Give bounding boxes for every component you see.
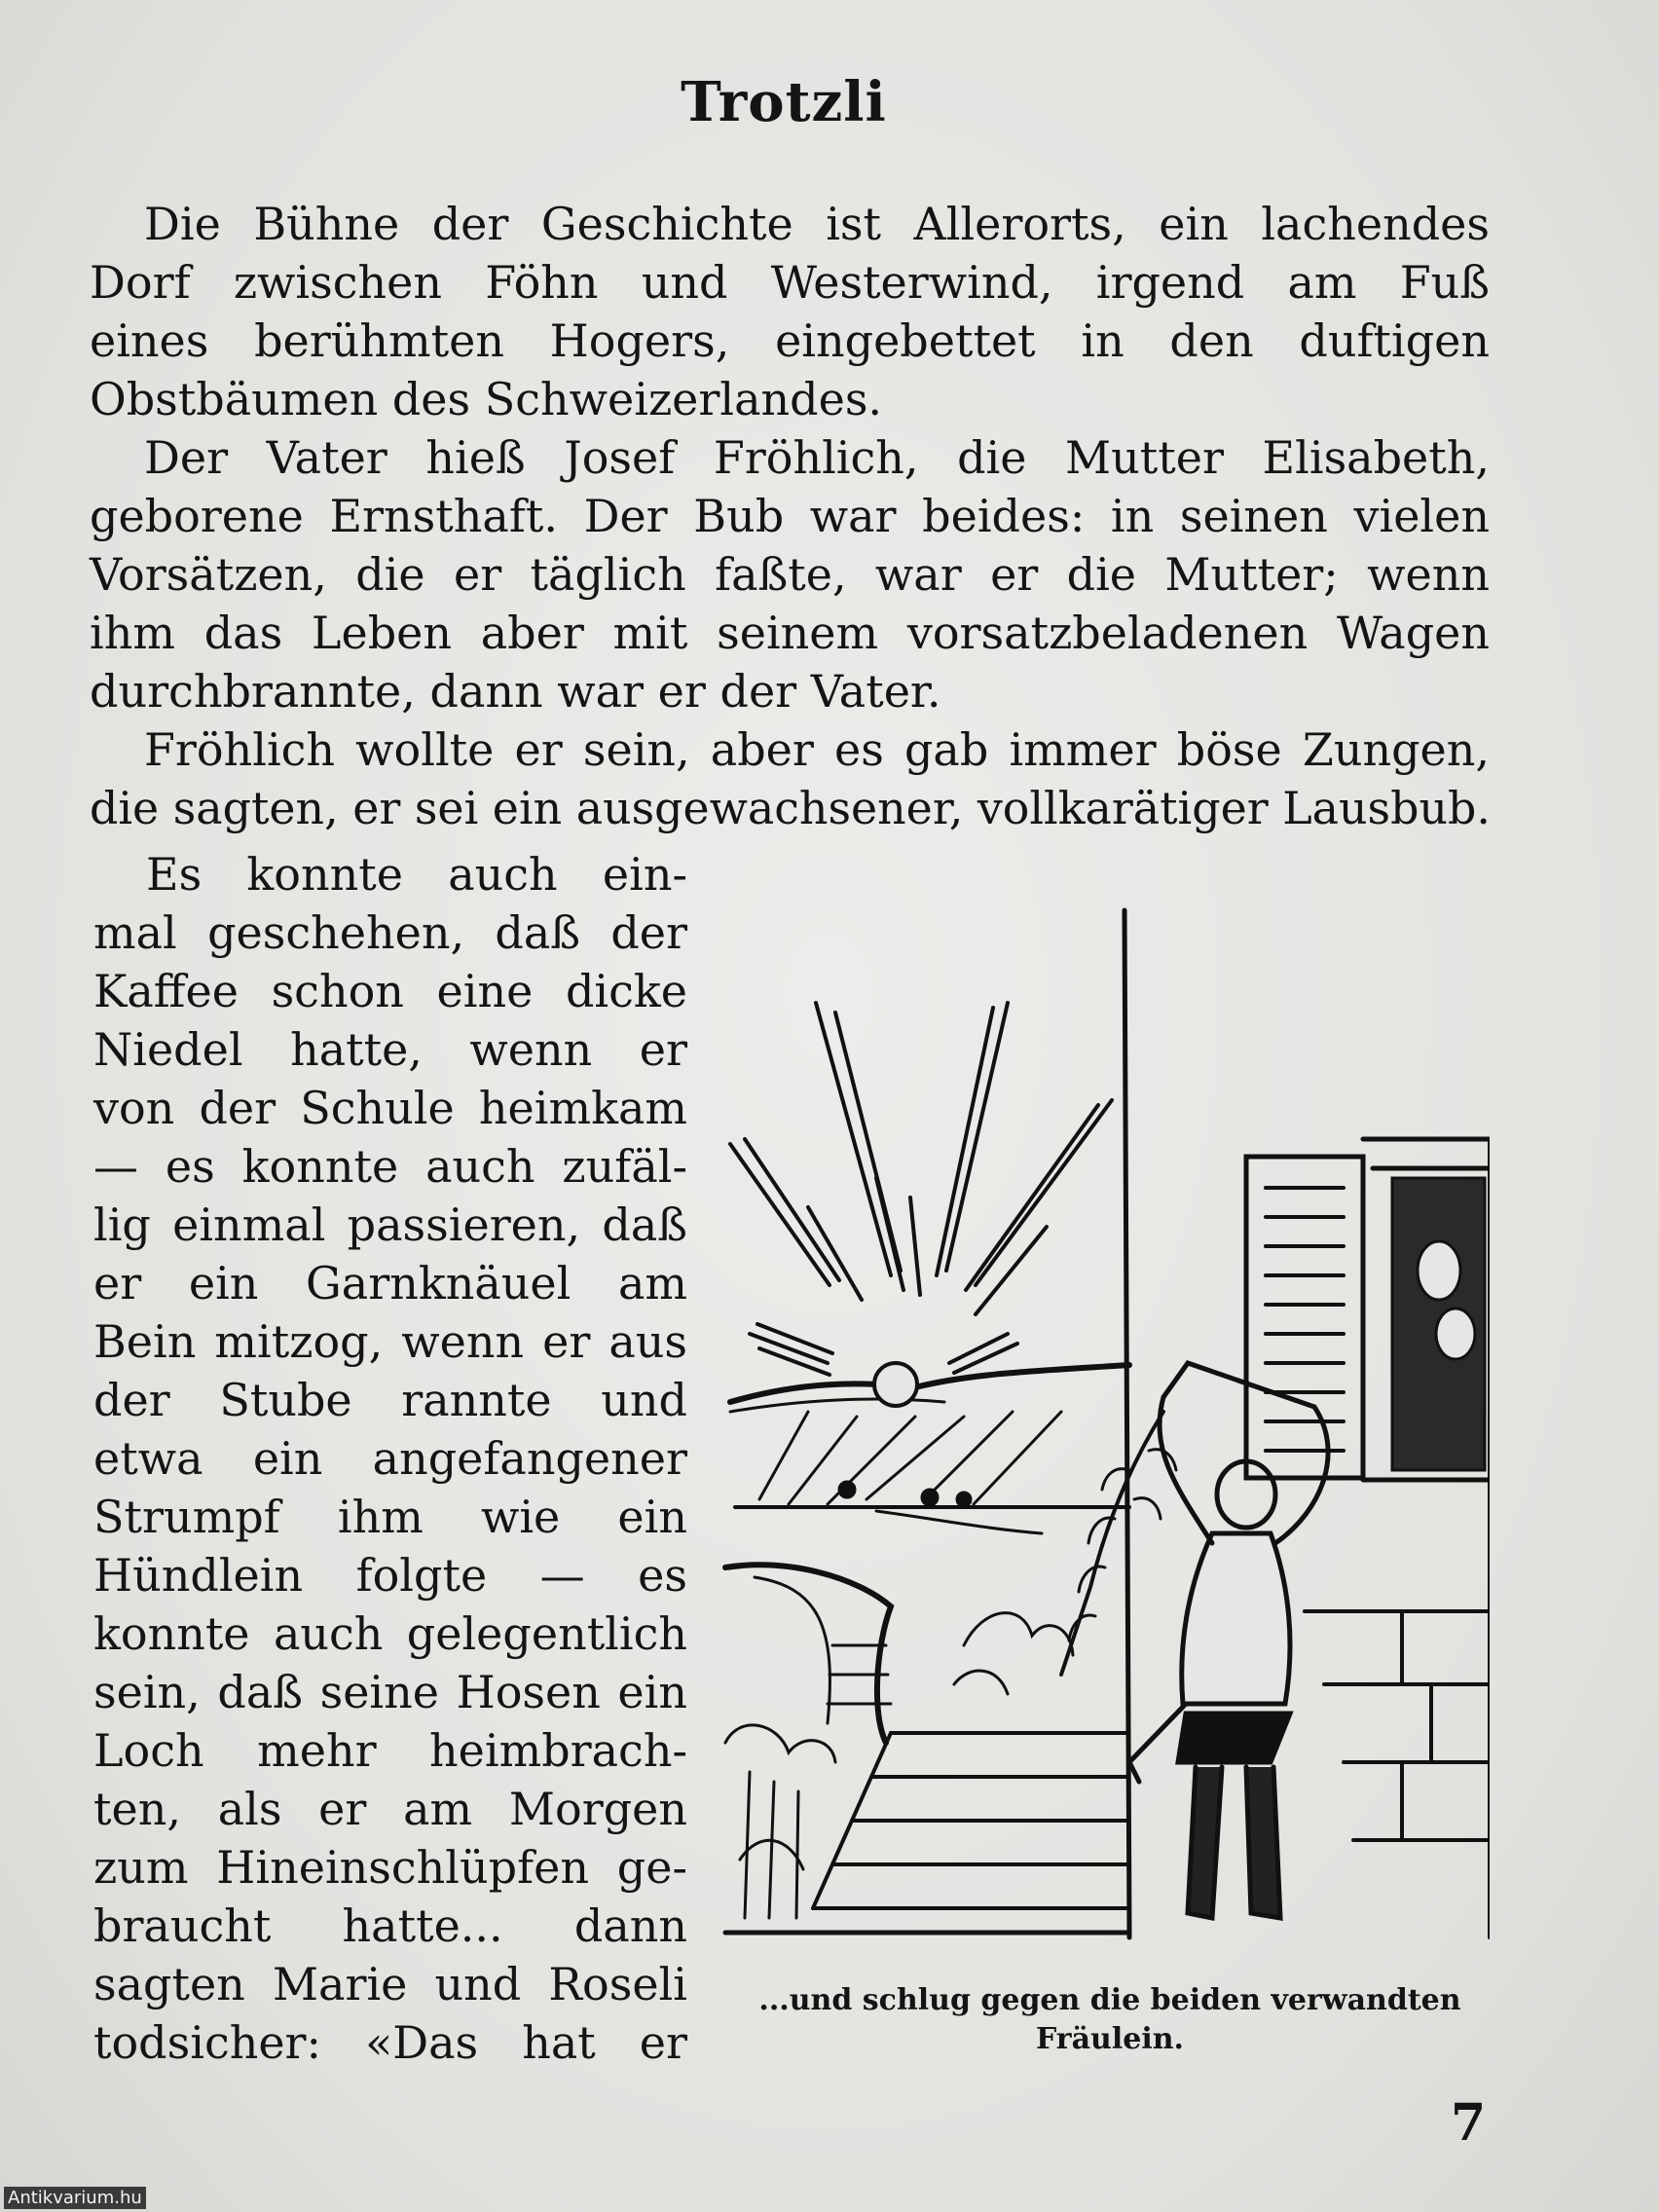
sun-rays	[730, 1003, 1112, 1375]
boy-at-window-illustration	[720, 905, 1490, 1967]
boy-figure	[1129, 1363, 1328, 1918]
text-line: Niedel hatte, wenn er	[93, 1023, 687, 1076]
text-line: etwa ein angefangener	[93, 1432, 687, 1485]
text-line: ten, als er am Morgen	[93, 1783, 687, 1835]
text-line: Hündlein folgte — es	[93, 1549, 687, 1602]
text-line: geborene Ernsthaft. Der Bub war beides: in seinen vielen	[90, 490, 1490, 542]
text-line: Vorsätzen, die er täglich faßte, war er die Mutter; wenn	[90, 548, 1490, 601]
caption-line: Fräulein.	[1036, 2022, 1184, 2056]
wall-edge	[1124, 910, 1129, 1937]
text-line: sein, daß seine Hosen ein	[93, 1666, 687, 1718]
text-line: konnte auch gelegentlich	[93, 1607, 687, 1660]
text-line: mal geschehen, daß der	[93, 906, 687, 959]
text-line: Obstbäumen des Schweizerlandes.	[90, 373, 883, 425]
setting-sun	[874, 1363, 917, 1406]
text-line: Der Vater hieß Josef Fröhlich, die Mutter Elisabeth,	[144, 431, 1490, 484]
chapter-title: Trotzli	[681, 70, 887, 134]
text-line: der Stube rannte und	[93, 1374, 687, 1426]
text-line: Fröhlich wollte er sein, aber es gab immer böse Zungen,	[144, 723, 1490, 776]
text-line: Dorf zwischen Föhn und Westerwind, irgend am Fuß	[90, 256, 1490, 309]
text-line: sagten Marie und Roseli	[93, 1958, 687, 2010]
text-line: todsicher: «Das hat er	[93, 2016, 687, 2069]
text-line: Bein mitzog, wenn er aus	[93, 1315, 687, 1368]
text-line: Kaffee schon eine dicke	[93, 965, 687, 1017]
stairs	[813, 1733, 1127, 1908]
caption-line: ...und schlug gegen die beiden verwandten	[758, 1983, 1461, 2017]
text-line: zum Hineinschlüpfen ge-	[93, 1841, 687, 1894]
text-line: lig einmal passieren, daß	[93, 1198, 687, 1251]
text-line: ihm das Leben aber mit seinem vorsatzbeladenen Wagen	[90, 607, 1490, 659]
bushes	[725, 1613, 1073, 1918]
text-line: Strumpf ihm wie ein	[93, 1491, 687, 1543]
text-line: die sagten, er sei ein ausgewachsener, vollkarätiger Lausbub.	[90, 782, 1491, 834]
text-line: er ein Garnknäuel am	[93, 1257, 687, 1309]
text-line: Loch mehr heimbrach-	[93, 1724, 687, 1777]
hills	[730, 1365, 1129, 1402]
text-line: braucht hatte... dann	[93, 1899, 687, 1952]
text-line: Es konnte auch ein-	[146, 848, 687, 901]
text-line: von der Schule heimkam	[93, 1082, 687, 1134]
text-line: — es konnte auch zufäl-	[93, 1140, 687, 1193]
garden-path	[725, 1565, 891, 1743]
two-women-at-window	[1392, 1178, 1485, 1470]
watermark: Antikvarium.hu	[4, 2187, 146, 2209]
text-line: durchbrannte, dann war er der Vater.	[90, 665, 941, 718]
illustration-caption	[725, 1981, 1494, 2059]
text-line: eines berühmten Hogers, eingebettet in den duftigen	[90, 314, 1490, 367]
text-line: Die Bühne der Geschichte ist Allerorts, ein lachendes	[144, 198, 1490, 250]
page-number: 7	[1451, 2093, 1487, 2153]
